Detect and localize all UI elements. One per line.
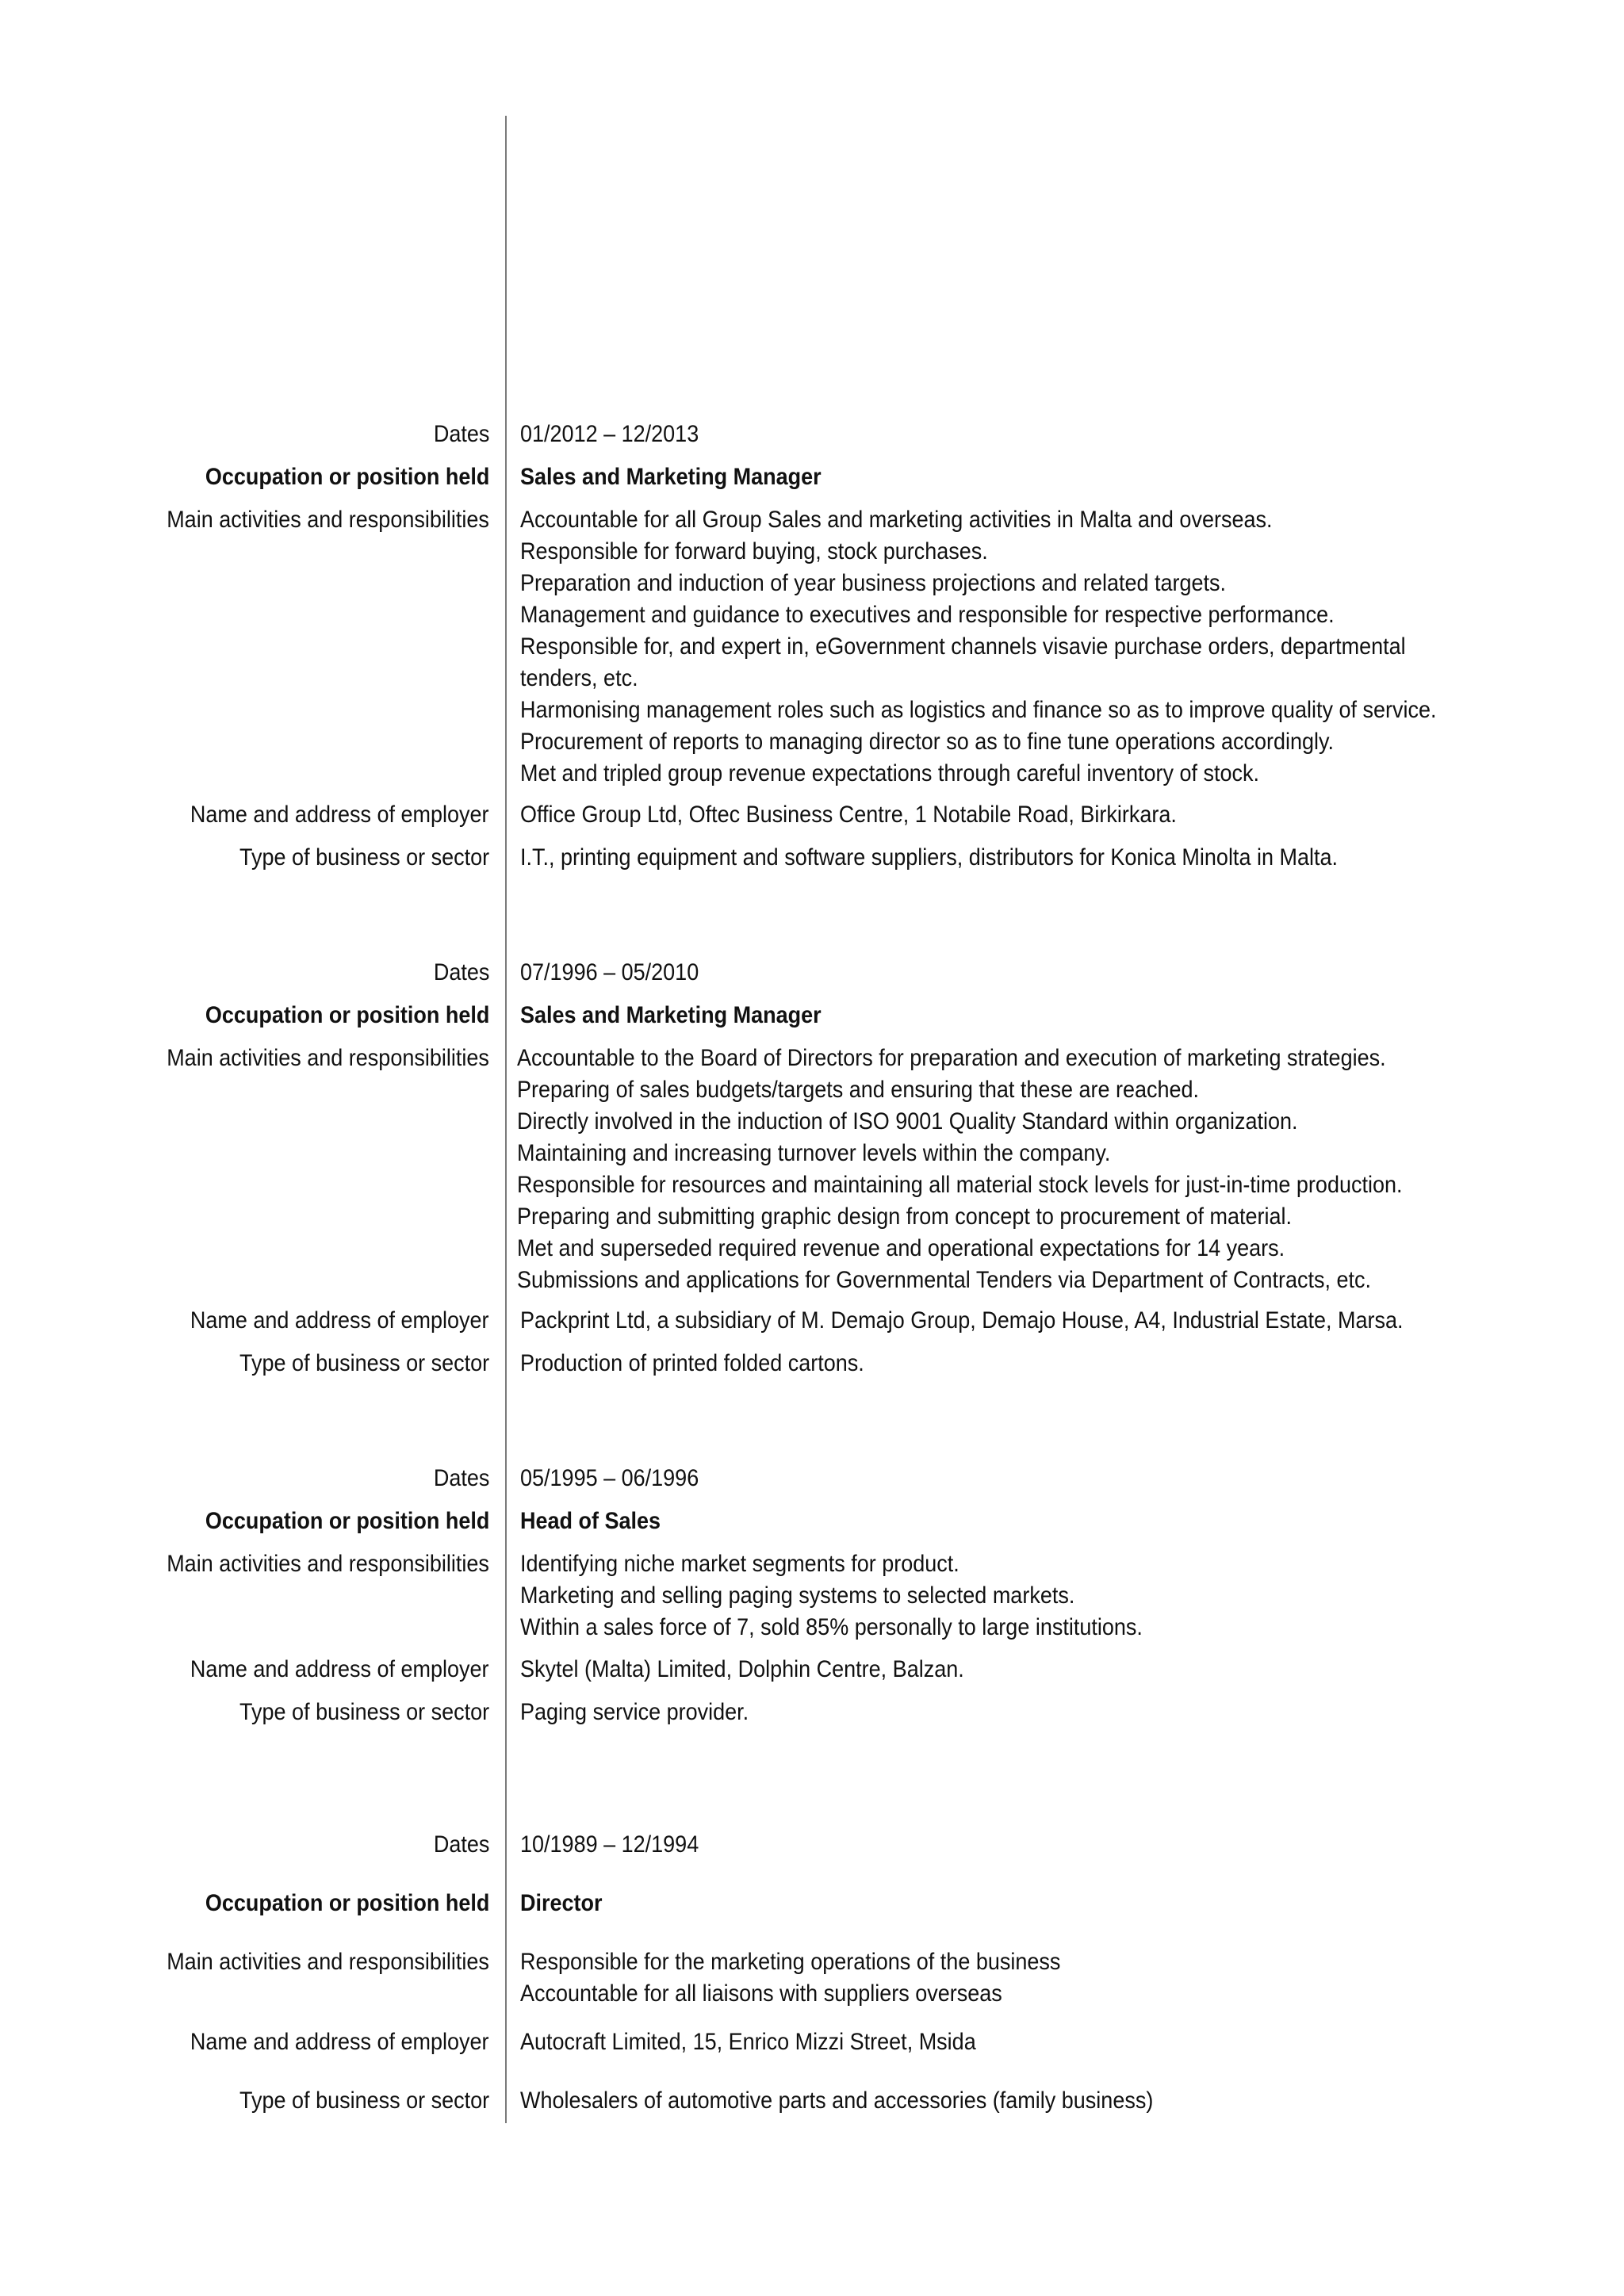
activity-line: Preparation and induction of year business projections and related targets.	[520, 570, 1227, 596]
sector-label: Type of business or sector	[239, 844, 489, 871]
sector-value: Wholesalers of automotive parts and accessories (family business)	[520, 2087, 1154, 2114]
activity-line: Within a sales force of 7, sold 85% personally to large institutions.	[520, 1614, 1143, 1640]
employer-label: Name and address of employer	[190, 1307, 489, 1334]
employer-label: Name and address of employer	[190, 1656, 489, 1682]
occupation-value: Director	[520, 1890, 603, 1916]
activity-line: Responsible for the marketing operations of the business	[520, 1949, 1061, 1975]
activities-list	[520, 1548, 1143, 1644]
dates-label: Dates	[433, 1465, 489, 1491]
dates-value: 05/1995 – 06/1996	[520, 1465, 699, 1491]
occupation-value: Head of Sales	[520, 1508, 661, 1534]
activities-label: Main activities and responsibilities	[167, 1551, 489, 1577]
activity-line: Maintaining and increasing turnover levels within the company.	[517, 1140, 1111, 1166]
employer-value: Packprint Ltd, a subsidiary of M. Demajo Group, Demajo House, A4, Industrial Estate, Marsa.	[520, 1307, 1404, 1334]
dates-value: 10/1989 – 12/1994	[520, 1831, 699, 1858]
activity-line: Met and tripled group revenue expectations through careful inventory of stock.	[520, 760, 1260, 786]
activities-label: Main activities and responsibilities	[167, 1949, 489, 1975]
activity-line: Accountable for all liaisons with suppliers overseas	[520, 1980, 1002, 2007]
activity-line: Preparing of sales budgets/targets and ensuring that these are reached.	[517, 1077, 1200, 1103]
activity-line: Accountable for all Group Sales and marketing activities in Malta and overseas.	[520, 507, 1273, 533]
dates-value: 07/1996 – 05/2010	[520, 959, 699, 985]
occupation-value: Sales and Marketing Manager	[520, 464, 822, 490]
employer-label: Name and address of employer	[190, 802, 489, 828]
activity-line: Responsible for resources and maintaining all material stock levels for just-in-time production.	[517, 1172, 1403, 1198]
dates-label: Dates	[433, 1831, 489, 1858]
activity-line: Directly involved in the induction of ISO 9001 Quality Standard within organization.	[517, 1108, 1298, 1135]
activity-line: Responsible for forward buying, stock purchases.	[520, 538, 988, 564]
occupation-label: Occupation or position held	[205, 1002, 489, 1028]
sector-label: Type of business or sector	[239, 1699, 489, 1725]
activity-line: Met and superseded required revenue and operational expectations for 14 years.	[517, 1235, 1285, 1261]
activity-line: Responsible for, and expert in, eGovernment channels visavie purchase orders, departmental	[520, 633, 1406, 660]
employer-value: Autocraft Limited, 15, Enrico Mizzi Street, Msida	[520, 2029, 976, 2055]
activities-list	[520, 504, 1437, 790]
occupation-label: Occupation or position held	[205, 464, 489, 490]
activity-line: Identifying niche market segments for product.	[520, 1551, 959, 1577]
employer-label: Name and address of employer	[190, 2029, 489, 2055]
activity-line: Submissions and applications for Governmental Tenders via Department of Contracts, etc.	[517, 1267, 1372, 1293]
activity-line: Marketing and selling paging systems to selected markets.	[520, 1582, 1075, 1609]
dates-value: 01/2012 – 12/2013	[520, 421, 699, 447]
activity-line: Preparing and submitting graphic design from concept to procurement of material.	[517, 1203, 1293, 1230]
employer-value: Skytel (Malta) Limited, Dolphin Centre, Balzan.	[520, 1656, 964, 1682]
activities-list	[517, 1043, 1403, 1296]
activities-list	[520, 1946, 1060, 2010]
occupation-label: Occupation or position held	[205, 1890, 489, 1916]
activities-label: Main activities and responsibilities	[167, 1045, 489, 1071]
sector-label: Type of business or sector	[239, 1350, 489, 1376]
occupation-value: Sales and Marketing Manager	[520, 1002, 822, 1028]
activity-line: Management and guidance to executives and responsible for respective performance.	[520, 602, 1335, 628]
column-divider	[505, 116, 507, 2123]
activity-line: Accountable to the Board of Directors for preparation and execution of marketing strategies.	[517, 1045, 1386, 1071]
sector-label: Type of business or sector	[239, 2087, 489, 2114]
activity-line: Procurement of reports to managing director so as to fine tune operations accordingly.	[520, 729, 1335, 755]
sector-value: Production of printed folded cartons.	[520, 1350, 864, 1376]
dates-label: Dates	[433, 421, 489, 447]
sector-value: I.T., printing equipment and software suppliers, distributors for Konica Minolta in Malta.	[520, 844, 1339, 871]
sector-value: Paging service provider.	[520, 1699, 749, 1725]
occupation-label: Occupation or position held	[205, 1508, 489, 1534]
dates-label: Dates	[433, 959, 489, 985]
activity-line: tenders, etc.	[520, 665, 638, 691]
activity-line: Harmonising management roles such as logistics and finance so as to improve quality of service.	[520, 697, 1437, 723]
activities-label: Main activities and responsibilities	[167, 507, 489, 533]
employer-value: Office Group Ltd, Oftec Business Centre, 1 Notabile Road, Birkirkara.	[520, 802, 1177, 828]
